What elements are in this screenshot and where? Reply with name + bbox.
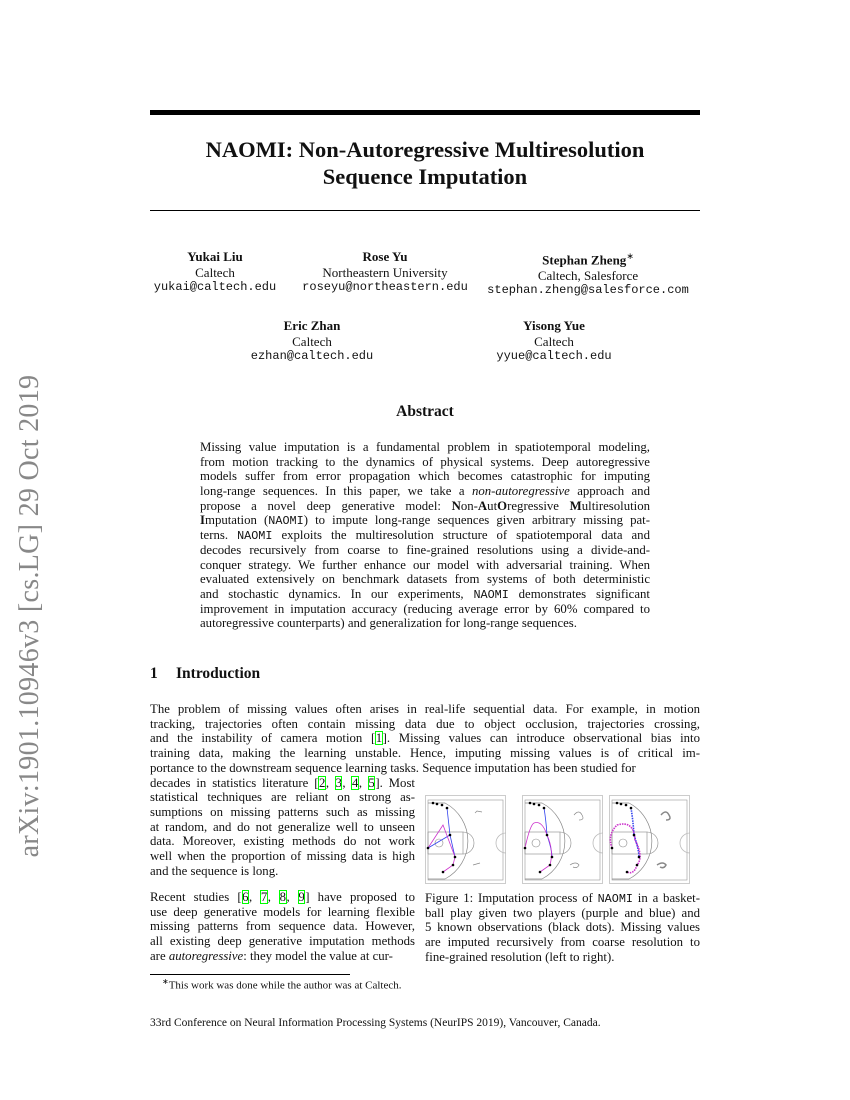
citation-link[interactable]: 8 — [279, 890, 287, 904]
text-run: terns. — [200, 528, 238, 543]
observed-point — [539, 871, 542, 874]
text-run: approach and — [569, 484, 650, 499]
text-run: long-range sequences. In this paper, we take a — [200, 484, 472, 499]
text-run: are — [150, 948, 169, 963]
text-run: Missing value imputation is a fundamental problem in spatiotemporal modeling, — [200, 440, 650, 454]
text-run: mputation ( — [204, 513, 269, 528]
observed-point — [546, 834, 549, 837]
author-email[interactable]: yukai@caltech.edu — [153, 280, 277, 294]
text-run: Recent studies [ — [150, 890, 242, 904]
abstract-body — [200, 440, 650, 631]
text-line — [150, 905, 415, 920]
author-name-text: Stephan Zheng — [542, 252, 627, 268]
bold-text: I — [200, 513, 205, 528]
text-run: ]. Missing values can introduce observational bias into — [382, 731, 701, 746]
author-block — [434, 318, 674, 365]
section-heading — [150, 665, 260, 683]
author-email[interactable]: ezhan@caltech.edu — [250, 349, 374, 363]
observed-point — [436, 803, 439, 806]
text-line — [425, 906, 700, 921]
title-top-rule — [150, 110, 700, 115]
code-text: NAOMI — [473, 587, 509, 602]
figure-1-basketball-trajectories — [425, 795, 690, 885]
text-run: regressive — [507, 498, 570, 513]
text-line — [200, 558, 650, 573]
observed-point — [529, 802, 532, 805]
text-line — [150, 949, 415, 964]
citation-link[interactable]: 9 — [298, 890, 305, 904]
footnote-rule — [150, 974, 350, 975]
observed-point — [432, 802, 435, 805]
author-email[interactable]: yyue@caltech.edu — [496, 349, 612, 363]
figure-panel-1 — [426, 796, 507, 884]
text-run: ]. Most — [375, 775, 415, 790]
text-run: sumptions on missing patterns such as missing — [150, 804, 415, 819]
observed-point — [452, 864, 455, 867]
citation-link[interactable]: 4 — [351, 775, 359, 790]
section-number: 1 — [150, 665, 158, 682]
author-email[interactable]: roseyu@northeastern.edu — [302, 280, 468, 294]
code-text: NAOMI — [597, 892, 633, 906]
text-run: are imputed recursively from coarse resolution to — [425, 935, 700, 950]
author-name: Yisong Yue — [523, 318, 585, 333]
text-run: on- — [460, 498, 478, 513]
text-line — [200, 499, 650, 514]
text-line — [200, 455, 650, 470]
citation-link[interactable]: 1 — [375, 731, 383, 746]
text-line — [425, 891, 700, 906]
author-name: Yukai Liu — [187, 249, 243, 264]
text-run: and stochastic dynamics. In our experiments, — [200, 586, 474, 601]
observed-point — [633, 834, 636, 837]
text-line — [200, 440, 650, 455]
text-run: decodes recursively from coarse to fine-grained resolutions using a divide-and- — [200, 542, 650, 557]
author-email[interactable]: stephan.zheng@salesforce.com — [487, 283, 689, 298]
text-run: demonstrates significant — [508, 586, 650, 601]
text-run: , — [249, 890, 261, 904]
figure-panel-3 — [610, 796, 691, 884]
text-run: fine-grained resolution (left to right). — [425, 949, 615, 964]
observed-point — [524, 847, 527, 850]
author-affiliation: Caltech — [292, 333, 332, 349]
text-run: Figure 1: Imputation process of — [425, 891, 598, 905]
text-line — [150, 805, 415, 820]
observed-point — [611, 847, 614, 850]
text-run: ball play given two players (purple and blue) and — [425, 905, 700, 920]
text-run: ultiresolution — [581, 498, 650, 513]
text-line — [150, 820, 415, 835]
text-run: evaluated extensively on benchmark datasets from systems of both deterministic — [200, 572, 650, 587]
text-line — [200, 513, 650, 528]
text-line — [150, 919, 415, 934]
observed-point — [449, 834, 452, 837]
text-run: training data, making the learning unstable. Hence, imputing missing values is of critical im- — [150, 746, 700, 761]
text-run: at random, and do not generalize well to unseen — [150, 819, 415, 834]
text-run: autoregressive counterparts) and generalization for long-range sequences. — [200, 616, 577, 631]
author-affiliation: Caltech — [534, 333, 574, 349]
text-run: exploits the multiresolution structure of spatiotemporal data and — [272, 528, 650, 543]
text-run: missing patterns from sequence data. However, — [150, 919, 415, 934]
text-line — [200, 602, 650, 617]
text-line — [200, 572, 650, 587]
text-run: , — [325, 775, 335, 790]
text-line — [150, 849, 415, 864]
citation-link[interactable]: 2 — [318, 775, 326, 790]
text-run: , — [286, 890, 298, 904]
text-run: portance to the downstream sequence learning tasks. Sequence imputation has been studied for — [150, 760, 636, 775]
text-run: ut — [487, 498, 498, 513]
observed-point — [549, 864, 552, 867]
footnote-text: This work was done while the author was at Caltech. — [168, 979, 402, 992]
text-run: , — [358, 775, 368, 790]
footnote-mark: ∗ — [626, 251, 634, 261]
text-run: models suffer from error propagation which becomes catastrophic for imputing — [200, 469, 650, 484]
text-line — [200, 587, 650, 602]
text-run: decades in statistics literature [ — [150, 775, 319, 790]
text-run: , — [342, 775, 352, 790]
text-run: , — [267, 890, 280, 904]
intro-paragraph-1 — [150, 702, 700, 775]
code-text: NAOMI — [237, 529, 273, 544]
text-run: statistical techniques are reliant on strong as- — [150, 790, 415, 805]
arxiv-identifier: arXiv:1901.10946v3 [cs.LG] 29 Oct 2019 — [14, 374, 45, 858]
text-run: from motion tracking to the dynamics of physical systems. Deep autoregressive — [200, 454, 650, 469]
title-bottom-rule — [150, 210, 700, 211]
citation-link[interactable]: 3 — [335, 775, 342, 790]
author-block — [192, 318, 432, 365]
observed-point — [551, 856, 554, 859]
citation-link[interactable]: 5 — [368, 775, 375, 790]
section-title: Introduction — [176, 665, 261, 682]
text-run: well when the proportion of missing data is high — [150, 848, 415, 863]
figure-panel-2 — [523, 796, 604, 884]
observed-point — [616, 802, 619, 805]
text-line — [150, 790, 415, 805]
title-line-1: NAOMI: Non-Autoregressive Multiresolution — [205, 137, 645, 162]
author-name: Rose Yu — [362, 249, 408, 264]
text-run: ] have proposed to — [305, 890, 415, 904]
bold-text: N — [451, 498, 461, 513]
observed-point — [636, 864, 639, 867]
abstract-heading: Abstract — [396, 403, 454, 420]
text-run: use deep generative models for learning flexible — [150, 904, 415, 919]
text-line — [200, 469, 650, 484]
text-line — [150, 731, 700, 746]
observed-point — [427, 847, 430, 850]
text-line — [150, 776, 415, 791]
citation-link[interactable]: 7 — [260, 890, 268, 904]
text-line — [425, 935, 700, 950]
text-run: The problem of missing values often arises in real-life sequential data. For example, in motion — [150, 702, 700, 716]
observed-point — [446, 807, 449, 810]
bold-text: A — [477, 498, 488, 513]
observed-point — [620, 803, 623, 806]
text-line — [150, 761, 700, 776]
text-line — [150, 746, 700, 761]
figure-1-caption — [425, 891, 700, 964]
observed-point — [442, 871, 445, 874]
text-line — [425, 950, 700, 965]
text-line — [425, 920, 700, 935]
conference-notice: 33rd Conference on Neural Information Processing Systems (NeurIPS 2019), Vancouver, Canada. — [150, 1017, 601, 1029]
bold-text: M — [569, 498, 582, 513]
author-name — [468, 249, 708, 268]
paper-title — [150, 136, 700, 190]
text-line — [200, 616, 650, 631]
text-run: and the sequence is long. — [150, 863, 279, 878]
footnote-mark: ∗ — [162, 977, 169, 986]
text-run: propose a novel deep generative model: — [200, 498, 452, 513]
observed-point — [625, 804, 628, 807]
intro-paragraph-1-continued — [150, 776, 415, 879]
text-line — [150, 934, 415, 949]
text-run: : they model the value at cur- — [243, 948, 393, 963]
text-line — [150, 717, 700, 732]
text-line — [150, 890, 415, 905]
text-run: improvement in imputation accuracy (reducing average error by 60% compared to — [200, 601, 650, 616]
text-line — [200, 543, 650, 558]
italic-text: autoregressive — [168, 948, 244, 963]
author-affiliation: Caltech — [195, 264, 235, 280]
footnote — [162, 977, 401, 992]
observed-point — [630, 807, 633, 810]
observed-point — [638, 856, 641, 859]
text-line — [200, 484, 650, 499]
author-name: Eric Zhan — [283, 318, 341, 333]
bold-text: O — [497, 498, 508, 513]
text-run: conquer strategy. We further enhance our model with adversarial training. When — [200, 557, 650, 572]
code-text: NAOMI — [268, 514, 304, 529]
text-run: all existing deep generative imputation methods — [150, 934, 415, 949]
text-run: in a basket- — [633, 891, 701, 905]
author-affiliation: Caltech, Salesforce — [537, 267, 639, 283]
text-run: 5 known observations (black dots). Missing values — [425, 920, 700, 935]
text-line — [150, 864, 415, 879]
text-line — [150, 702, 700, 717]
intro-paragraph-2 — [150, 890, 415, 963]
observed-point — [454, 856, 457, 859]
text-run: tracking, trajectories often contain missing data due to object occlusion, trajectories crossing, — [150, 716, 700, 731]
text-line — [200, 528, 650, 543]
author-block — [468, 249, 708, 299]
observed-point — [538, 804, 541, 807]
observed-point — [533, 803, 536, 806]
title-line-2: Sequence Imputation — [322, 164, 528, 189]
text-line — [150, 834, 415, 849]
observed-point — [543, 807, 546, 810]
text-run: data. Moreover, existing methods do not work — [150, 834, 415, 849]
italic-text: non-autoregressive — [471, 484, 570, 499]
text-run: ) to impute long-range sequences given arbitrary missing pat- — [303, 513, 651, 528]
author-affiliation: Northeastern University — [322, 264, 448, 280]
text-run: and the instability of camera motion [ — [150, 731, 376, 746]
observed-point — [441, 804, 444, 807]
observed-point — [626, 871, 629, 874]
citation-link[interactable]: 6 — [242, 890, 249, 904]
